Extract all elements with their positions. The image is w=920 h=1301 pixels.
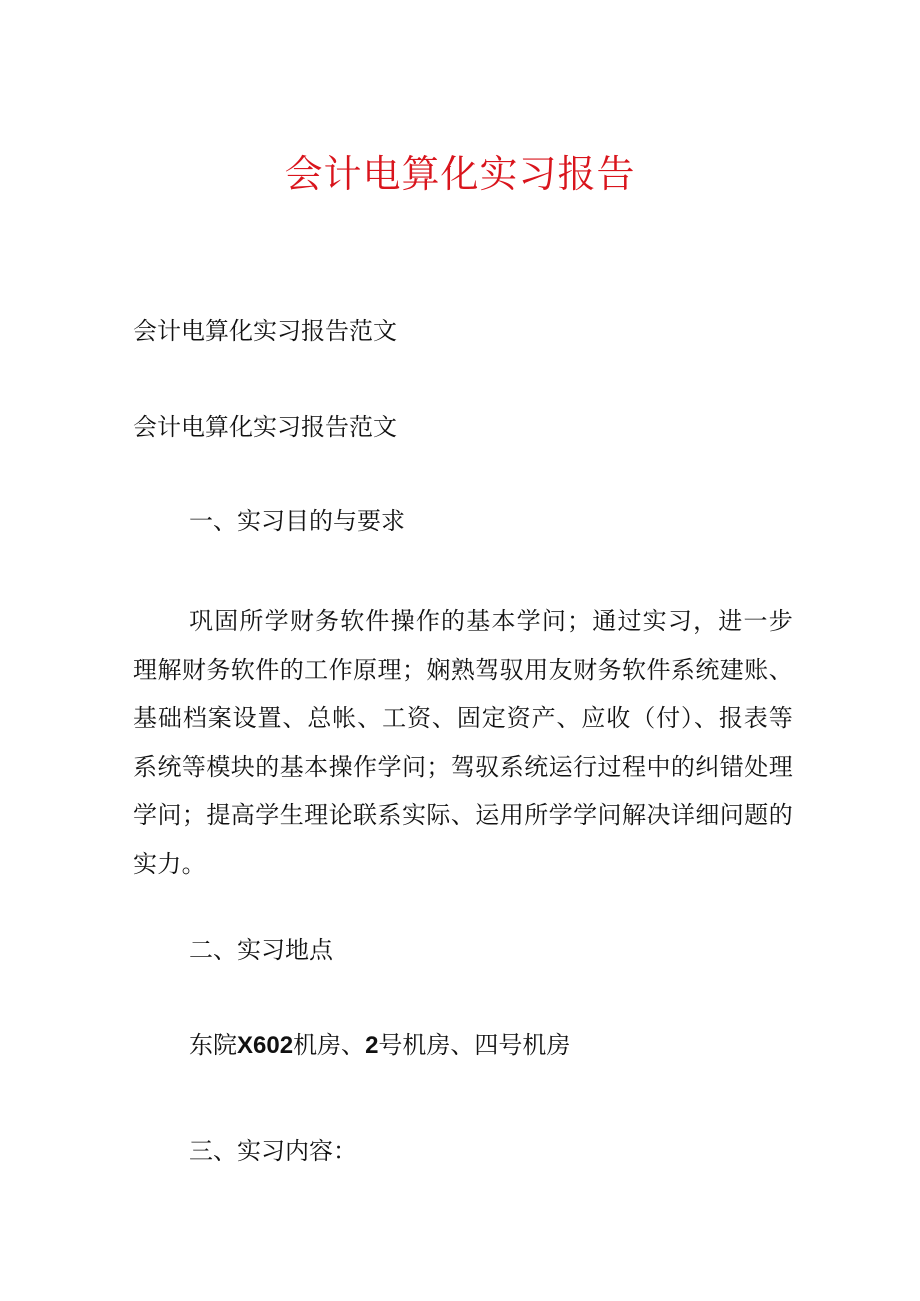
subtitle-line-2: 会计电算化实习报告范文 <box>133 413 397 441</box>
section-3-heading: 三、实习内容： <box>189 1137 357 1165</box>
location-line <box>189 1030 570 1061</box>
location-room-number: 2 <box>365 1032 379 1059</box>
section-2-heading: 二、实习地点 <box>189 936 333 964</box>
subtitle-line-1: 会计电算化实习报告范文 <box>133 317 397 345</box>
location-room-code: X602 <box>237 1032 294 1059</box>
location-part-2: 机房、 <box>293 1031 366 1059</box>
document-title: 会计电算化实习报告 <box>284 152 636 196</box>
location-part-3: 号机房、四号机房 <box>378 1031 571 1059</box>
location-part-1: 东院 <box>189 1031 237 1059</box>
section-1-body: 巩固所学财务软件操作的基本学问；通过实习，进一步理解财务软件的工作原理；娴熟驾驭用友财务软件系统建账、基础档案设置、总帐、工资、固定资产、应收（付）、报表等系统等模块的基本操作学问；驾驭系统运行过程中的纠错处理学问；提高学生理论联系实际、运用所学学问解决详细问题的实力。 <box>133 607 793 878</box>
section-1-heading: 一、实习目的与要求 <box>189 507 405 535</box>
